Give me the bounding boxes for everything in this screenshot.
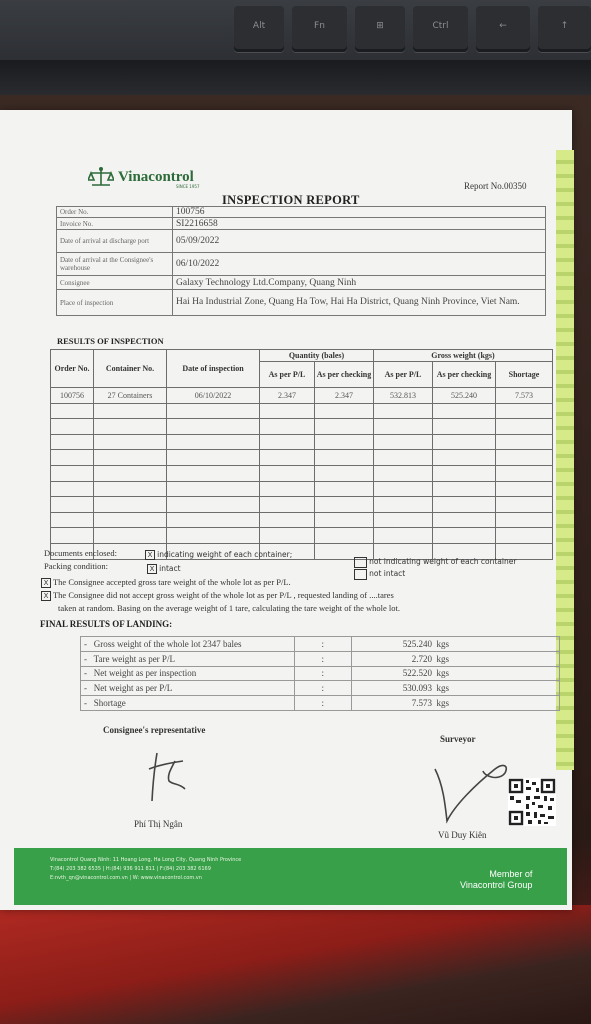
final-label-text: Shortage bbox=[93, 698, 126, 709]
not-intact-row bbox=[354, 568, 405, 580]
col-date: Date of inspection bbox=[167, 350, 260, 388]
results-table bbox=[50, 349, 553, 560]
accepted-checkbox: X bbox=[41, 578, 51, 588]
empty-row bbox=[51, 497, 553, 513]
keyboard bbox=[0, 0, 591, 95]
cell-qty-pl: 2.347 bbox=[260, 388, 315, 404]
not-intact-checkbox bbox=[354, 569, 367, 580]
col-quantity: Quantity (bales) bbox=[260, 350, 374, 362]
intact-row bbox=[147, 563, 181, 574]
final-label bbox=[81, 681, 295, 696]
final-row bbox=[81, 696, 560, 711]
col-gross-weight: Gross weight (kgs) bbox=[374, 350, 553, 362]
scales-logo-icon bbox=[88, 166, 114, 188]
col-container-no: Container No. bbox=[94, 350, 167, 388]
info-label: Date of arrival at the Consignee's warehouse bbox=[57, 253, 173, 276]
final-unit: kgs bbox=[436, 683, 449, 694]
empty-row bbox=[51, 481, 553, 497]
final-label bbox=[81, 666, 295, 681]
cell-qty-checking: 2.347 bbox=[315, 388, 374, 404]
red-cloth bbox=[0, 905, 591, 1024]
surveyor-name: Vũ Duy Kiên bbox=[438, 830, 487, 840]
cell-shortage: 7.573 bbox=[496, 388, 553, 404]
final-sep: : bbox=[294, 681, 351, 696]
final-value bbox=[351, 696, 559, 711]
final-value-number: 2.720 bbox=[411, 653, 432, 664]
info-value: Galaxy Technology Ltd.Company, Quang Ninh bbox=[173, 276, 546, 290]
ctrl-key: Ctrl bbox=[413, 6, 468, 52]
footer-member bbox=[460, 869, 532, 891]
bullet: - bbox=[84, 683, 87, 694]
not-accepted-text-2: taken at random. Basing on the average weight of 1 tare, calculating the tare weight of the whole lot. bbox=[58, 603, 401, 613]
info-label: Place of inspection bbox=[57, 290, 173, 316]
col-order-no: Order No. bbox=[51, 350, 94, 388]
cell-container-no: 27 Containers bbox=[94, 388, 167, 404]
consignee-signature bbox=[145, 745, 190, 805]
final-row bbox=[81, 666, 560, 681]
logo-text: Vinacontrol bbox=[118, 168, 194, 185]
info-row-consignee bbox=[57, 276, 546, 290]
final-row bbox=[81, 637, 560, 652]
footer-email-web: E:nvth_qn@vinacontrol.com.vn | W: www.vinacontrol.com.vn bbox=[50, 875, 202, 881]
empty-row bbox=[51, 450, 553, 466]
cell-gw-pl: 532.813 bbox=[374, 388, 433, 404]
final-value bbox=[351, 666, 559, 681]
final-label-text: Tare weight as per P/L bbox=[93, 653, 175, 664]
empty-row bbox=[51, 434, 553, 450]
final-value-number: 522.520 bbox=[402, 668, 432, 679]
report-number: Report No.00350 bbox=[464, 181, 527, 191]
keyboard-row bbox=[0, 6, 591, 58]
info-label: Consignee bbox=[57, 276, 173, 290]
info-row-invoice bbox=[57, 218, 546, 230]
accepted-row bbox=[41, 577, 291, 588]
final-sep: : bbox=[294, 666, 351, 681]
info-value: 06/10/2022 bbox=[173, 253, 546, 276]
not-indicating-checkbox bbox=[354, 557, 367, 568]
bullet: - bbox=[84, 638, 87, 649]
consignee-name: Phí Thị Ngân bbox=[134, 819, 183, 829]
final-sep: : bbox=[294, 637, 351, 652]
info-value: 100756 bbox=[173, 207, 546, 218]
windows-key: ⊞ bbox=[355, 6, 405, 52]
info-row-place bbox=[57, 290, 546, 316]
col-gw-as-per-checking: As per checking bbox=[433, 362, 496, 388]
final-label-text: Gross weight of the whole lot 2347 bales bbox=[93, 638, 242, 649]
final-label-text: Net weight as per inspection bbox=[93, 668, 197, 679]
fn-key: Fn bbox=[292, 6, 347, 52]
final-value bbox=[351, 637, 559, 652]
footer-phones: T:(84) 203 382 6535 | H:(84) 936 911 811 | F:(84) 203 382 6169 bbox=[50, 866, 211, 872]
up-arrow-key: ↑ bbox=[538, 6, 591, 52]
info-row-order bbox=[57, 207, 546, 218]
not-accepted-text: The Consignee did not accept gross weight of the whole lot as per P/L , requested landing of ....tares bbox=[52, 590, 394, 600]
final-label bbox=[81, 637, 295, 652]
info-label: Date of arrival at discharge port bbox=[57, 230, 173, 253]
documents-enclosed-label: Documents enclosed: bbox=[44, 548, 117, 558]
col-shortage: Shortage bbox=[496, 362, 553, 388]
empty-row bbox=[51, 465, 553, 481]
info-label: Order No. bbox=[57, 207, 173, 218]
group-name: Vinacontrol Group bbox=[460, 880, 533, 890]
intact-label: intact bbox=[159, 564, 181, 573]
col-gw-as-per-pl: As per P/L bbox=[374, 362, 433, 388]
final-results-table bbox=[80, 636, 560, 711]
indicating-label: indicating weight of each container; bbox=[157, 550, 293, 559]
report-title: INSPECTION REPORT bbox=[222, 193, 360, 207]
indicating-checkbox: X bbox=[145, 550, 155, 560]
table-row bbox=[51, 388, 553, 404]
empty-row bbox=[51, 512, 553, 528]
bullet: - bbox=[84, 668, 87, 679]
final-results-heading: FINAL RESULTS OF LANDING: bbox=[40, 619, 173, 629]
footer-contact bbox=[50, 856, 241, 883]
footer-address: Vinacontrol Quang Ninh: 11 Hoang Long, Ha Long City, Quang Ninh Province bbox=[50, 857, 242, 863]
cell-date: 06/10/2022 bbox=[167, 388, 260, 404]
surveyor-signature bbox=[425, 755, 515, 825]
final-label-text: Net weight as per P/L bbox=[93, 683, 173, 694]
surveyor-label: Surveyor bbox=[440, 734, 476, 744]
final-sep: : bbox=[294, 696, 351, 711]
results-header-row bbox=[51, 350, 553, 362]
info-table bbox=[56, 206, 546, 316]
not-accepted-row bbox=[41, 590, 394, 601]
intact-checkbox: X bbox=[147, 564, 157, 574]
col-qty-as-per-checking: As per checking bbox=[315, 362, 374, 388]
alt-key: Alt bbox=[234, 6, 284, 52]
info-label: Invoice No. bbox=[57, 218, 173, 230]
logo-subtitle: SINCE 1957 bbox=[176, 184, 200, 189]
final-value-number: 530.093 bbox=[402, 683, 432, 694]
final-row bbox=[81, 651, 560, 666]
not-intact-label: not intact bbox=[369, 569, 406, 578]
qr-code bbox=[508, 778, 556, 826]
not-indicating-label: not indicating weight of each container bbox=[369, 557, 517, 566]
left-arrow-key: ← bbox=[476, 6, 530, 52]
info-value: Hai Ha Industrial Zone, Quang Ha Tow, Hai Ha District, Quang Ninh Province, Viet Nam. bbox=[173, 290, 546, 316]
not-indicating-row bbox=[354, 556, 516, 568]
consignee-rep-label: Consignee's representative bbox=[103, 725, 206, 735]
final-unit: kgs bbox=[436, 653, 449, 664]
col-qty-as-per-pl: As per P/L bbox=[260, 362, 315, 388]
documents-indicating-row bbox=[145, 549, 292, 560]
cell-order-no: 100756 bbox=[51, 388, 94, 404]
final-label bbox=[81, 696, 295, 711]
final-value-number: 7.573 bbox=[411, 698, 432, 709]
bullet: - bbox=[84, 653, 87, 664]
empty-row bbox=[51, 528, 553, 544]
final-unit: kgs bbox=[436, 638, 449, 649]
final-sep: : bbox=[294, 651, 351, 666]
info-row-arrival-port bbox=[57, 230, 546, 253]
empty-row bbox=[51, 419, 553, 435]
packing-condition-label: Packing condition: bbox=[44, 561, 108, 571]
final-unit: kgs bbox=[436, 698, 449, 709]
keyboard-edge bbox=[0, 60, 591, 95]
not-accepted-checkbox: X bbox=[41, 591, 51, 601]
accepted-text: The Consignee accepted gross tare weight of the whole lot as per P/L. bbox=[52, 577, 291, 587]
results-heading: RESULTS OF INSPECTION bbox=[57, 336, 164, 346]
final-row bbox=[81, 681, 560, 696]
final-value bbox=[351, 651, 559, 666]
final-label bbox=[81, 651, 295, 666]
cell-gw-checking: 525.240 bbox=[433, 388, 496, 404]
info-value: 05/09/2022 bbox=[173, 230, 546, 253]
final-value-number: 525.240 bbox=[402, 638, 432, 649]
final-value bbox=[351, 681, 559, 696]
info-row-arrival-warehouse bbox=[57, 253, 546, 276]
info-value: SI2216658 bbox=[173, 218, 546, 230]
final-unit: kgs bbox=[436, 668, 449, 679]
empty-row bbox=[51, 403, 553, 419]
member-of-text: Member of bbox=[489, 869, 533, 879]
bullet: - bbox=[84, 698, 87, 709]
